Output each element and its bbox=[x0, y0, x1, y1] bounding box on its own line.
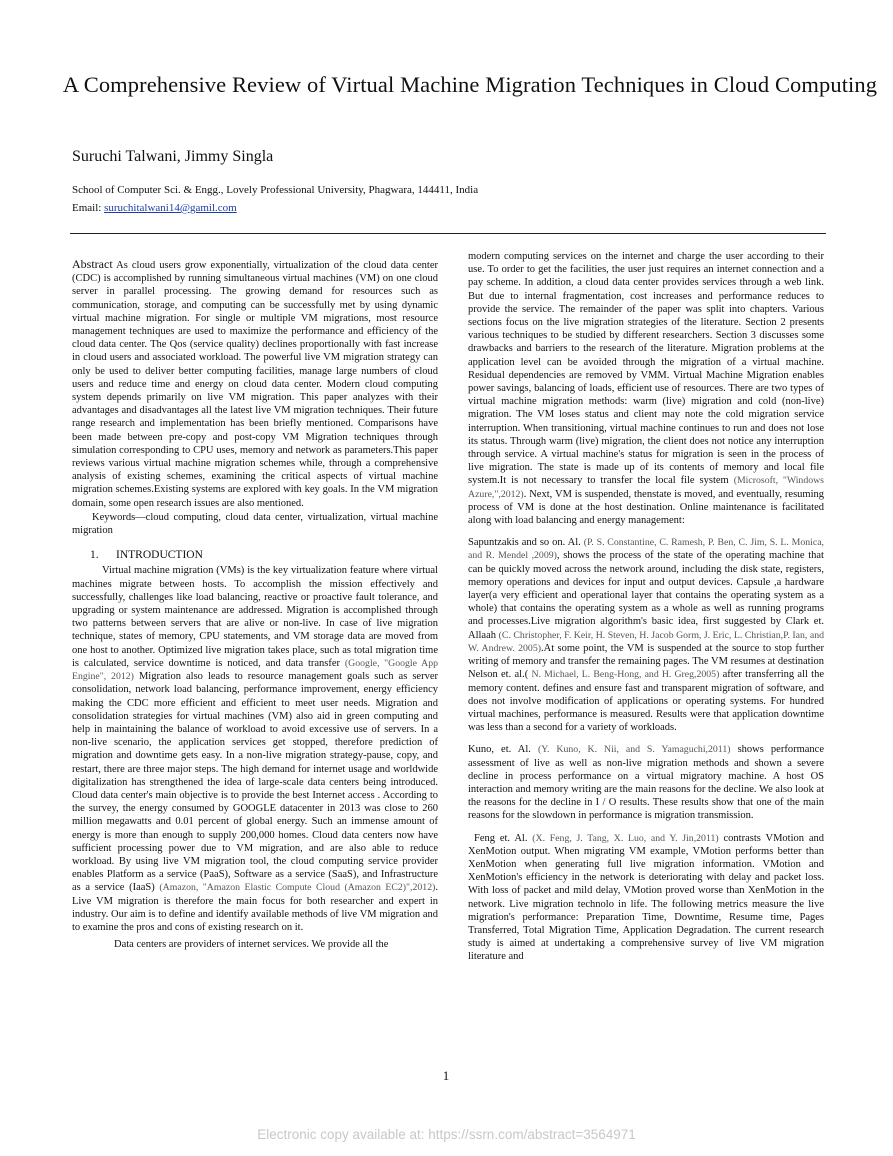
right-text-feng-body: contrasts VMotion and XenMotion output. When migrating VM example, VMotion performs better than XenMotion when generating full live migration information. VMotion and XenMotion's efficiency in the network is deteriorating with delay and packet loss. With loss of packet and mild delay, VMotion proved worse than XenMotion in the network. Live migration technolo in life. The following metrics measure the live migration's performance: Preparation Time, Downtime, Resume time, Pages Transferred, Total Migration Time, Application Degradation. The current research study is aimed at undertaking a comprehensive survey of live VM migration literature and bbox=[468, 832, 824, 963]
right-text-results: after transferring all the memory content. defines and ensure fast and transparent migration of software, and does not involve modification of applications or operating systems. For hundred virtual machines, performance is measured. Results were that application downtime was less than a second for a variety of workloads. bbox=[468, 669, 825, 734]
abstract-text: As cloud users grow exponentially, virtualization of the cloud data center (CDC) is accomplished by running simultaneous virtual machines (VM) on one cloud server in parallel processing. The growing demand for resources such as communication, storage, and computing can be successfully met by using dynamic virtual machine migration. For single or multiple VM migrations, most resource management techniques are used to maximize the performance and efficiency of the cloud data center. The Qos (service quality) declines proportionally with fast increase in cloud users and associated workload. The powerful live VM migration strategy can only be used to deliver better computing facilities, manage large numbers of cloud users and reduce time and energy on cloud data center. Modern cloud computing system depends primarily on live VM migration. This paper analyzes with their advantages and disadvantages all the latest live VM migration techniques. Their future range research and implementation has been briefly mentioned. Comparisons have been made between pre-copy and post-copy VM Migration techniques through simulation corresponding to CPU uses, memory and network as parameters.This paper reviews various virtual machine migration schemes while, through a comprehensive analysis of existing schemes, examining the critical aspects of virtual machine migration schemes.Existing systems are explored with key goals. In the VM migration domain, some open research issues are also mentioned. bbox=[72, 260, 438, 509]
right-paragraph-2 bbox=[468, 536, 824, 734]
right-paragraph-1 bbox=[468, 250, 824, 527]
intro-text-b: Migration also leads to resource management goals such as server consolidation, network load balancing, performance improvement, energy efficiency making the CDC more efficient and efficient to meet user needs. Migration and consolidation strategies for virtual machines (VM) also aid in green computing and help in maintaining the balance of workload to avoid excessive use of servers. In a non-live scenario, the application services get stopped, therefore prediction of migration and downtime gets easy. In a non-live migration strategy-pause, copy, and restart, there are three major steps. The high demand for internet usage and worldwide digitalization has strengthened the idea of large-scale data centers being introduced. Cloud data center's main objective is to provide the best Internet access . According to the survey, the energy consumed by GOOGLE datacenter in 2013 was close to 260 million megawatts and 0.01 percent of global energy. Such an immense amount of energy is more than enough to supply 200,000 homes. Cloud data centers now have sufficient processing power due to VM migration, and are also able to reduce workload. By using live VM migration tool, the cloud computing service provider enables Platform as a service (PaaS), Software as a service (SaaS), and Infrastructure as a service (IaaS) bbox=[72, 671, 438, 894]
section-number: 1. bbox=[90, 549, 99, 562]
abstract bbox=[72, 258, 438, 510]
page-number: 1 bbox=[442, 1068, 450, 1083]
right-column bbox=[468, 250, 824, 964]
keywords: Keywords—cloud computing, cloud data center, virtualization, virtual machine migration bbox=[72, 511, 438, 537]
header-divider bbox=[70, 233, 826, 234]
citation-constantine: (P. S. Constantine, C. Ramesh, P. Ben, C. Jim, S. L. Monica, and R. Mendel ,2009) bbox=[468, 537, 824, 562]
author-names: Suruchi Talwani, Jimmy Singla bbox=[72, 148, 274, 165]
citation-amazon: (Amazon, "Amazon Elastic Compute Cloud (Amazon EC2)",2012) bbox=[159, 882, 436, 894]
citation-google: (Google, "Google App Engine", 2012) bbox=[72, 657, 438, 683]
citation-feng: (X. Feng, J. Tang, X. Luo, and Y. Jin,2011) bbox=[532, 832, 719, 844]
right-text-kuno-body: shows performance assessment of live as well as non-live migration methods and shown a severe decline in process performance on a virtual migratory machine. A host OS interaction and memory writing are the main reasons for the decline. We also look at the reasons for the decline in I / O results. These results show that one of the main reasons for the slowdown in performance is migration transmission. bbox=[468, 744, 824, 822]
email-line bbox=[72, 202, 237, 214]
right-text-capsule: , shows the process of the state of the operating machine that can be quickly moved across the network around, including the disk state, registers, memory operations and devices for input and output devices. Capsule ,a hardware layer(a very efficient and operational layer that contains the operating system as a whole) that contains the operating system as a whole as well as running programs and processes.Live migration algorithm's basic idea, first suggested by Clark et. Allaah bbox=[468, 550, 824, 641]
right-text-feng: Feng et. Al. bbox=[474, 832, 533, 844]
right-text-kuno: Kuno, et. Al. bbox=[468, 744, 538, 756]
affiliation: School of Computer Sci. & Engg., Lovely Professional University, Phagwara, 144411, India bbox=[72, 184, 479, 196]
right-text-suspend: .At some point, the VM is suspended at the source to stop further writing of memory and transfer the remaining pages. The VM resumes at destination Nelson et. al.( bbox=[468, 642, 824, 681]
section-heading-introduction bbox=[72, 549, 438, 562]
right-text-sapuntzakis: Sapuntzakis and so on. Al. bbox=[468, 537, 584, 549]
left-column bbox=[72, 258, 438, 951]
email-link[interactable]: suruchitalwani14@gamil.com bbox=[104, 202, 237, 214]
intro-paragraph-2: Data centers are providers of internet services. We provide all the bbox=[114, 939, 389, 951]
right-text-a: modern computing services on the internet and charge the user according to their use. To order to get the facilities, the user just requires an internet connection and a pay scheme. In addition, a cloud data center provides services through a web link. But due to internal fragmentation, cost increases and performance reduces to provide the service. The remainder of the paper was split into chapters. Various sections focus on the live migration strategies of the literature. Section 2 presents various techniques to be studied by different researchers. Section 3 discusses some drawbacks and barriers to the research of the literature. Migration problems at the application level can be avoided through the migration of a virtual machine. Residual dependencies are removed by VMM. Virtual Machine Migration enables power savings, balancing of loads, efficient use of resources. There are two types of virtual machine migration methods: warm (live) migration and cold (non-live) migration. The VM loses status and client may note the cold migration service interruption. When transitioning, virtual machine continues to run and does not lose its status. Through warm (live) migration, the client does not notice any interruption through service. A virtual machine's status for migration is seen in the process of live migration. The state is made up of its contents of memory and local file system.It is not necessary to transfer the local file system bbox=[468, 251, 824, 487]
intro-paragraph-1 bbox=[72, 564, 438, 934]
right-paragraph-4 bbox=[468, 832, 824, 964]
citation-christopher: (C. Christopher, F. Keir, H. Steven, H. Jacob Gorm, J. Eric, L. Christian,P. Ian, and W. Andrew. 2005) bbox=[468, 629, 824, 654]
paper-title: A Comprehensive Review of Virtual Machine Migration Techniques in Cloud Computing bbox=[62, 72, 878, 97]
email-label: Email: bbox=[72, 202, 105, 214]
citation-microsoft: (Microsoft, "Windows Azure,",2012) bbox=[468, 475, 824, 500]
citation-kuno: (Y. Kuno, K. Nii, and S. Yamaguchi,2011) bbox=[537, 744, 731, 756]
right-paragraph-3 bbox=[468, 743, 824, 822]
section-title: INTRODUCTION bbox=[116, 549, 203, 562]
intro-text-c: . Live VM migration is therefore the main focus for both researcher and expert in industry. Our aim is to define and identify available methods of live VM migration and to examine the pros and cons of existing research on it. bbox=[72, 882, 438, 933]
ssrn-footer: Electronic copy available at: https://ssrn.com/abstract=3564971 bbox=[257, 1127, 636, 1142]
abstract-label: Abstract bbox=[72, 257, 113, 271]
right-text-b: . Next, VM is suspended, thenstate is moved, and eventually, resuming process of VM is done at the host destination. Online maintenance is facilitated along with load balancing and energy management: bbox=[468, 488, 824, 527]
citation-michael: N. Michael, L. Beng-Hong, and H. Greg,2005) bbox=[531, 669, 720, 681]
intro-text-a: Virtual machine migration (VMs) is the key virtualization feature where virtual machines migrate between hosts. To accomplish the mission effectively and successfully, challenges like load balancing, reactive or proactive fault tolerance, and upgrading or system maintenance are addressed. Migration is accomplished through two patterns between servers that are alive or non-live. In case of live migration technique, states of memory, CPU statements, and VM storage data are moved from one host to another. Optimized live migration takes place, such as total migration time is calculated, service downtime is noticed, and data transfer bbox=[72, 565, 438, 669]
